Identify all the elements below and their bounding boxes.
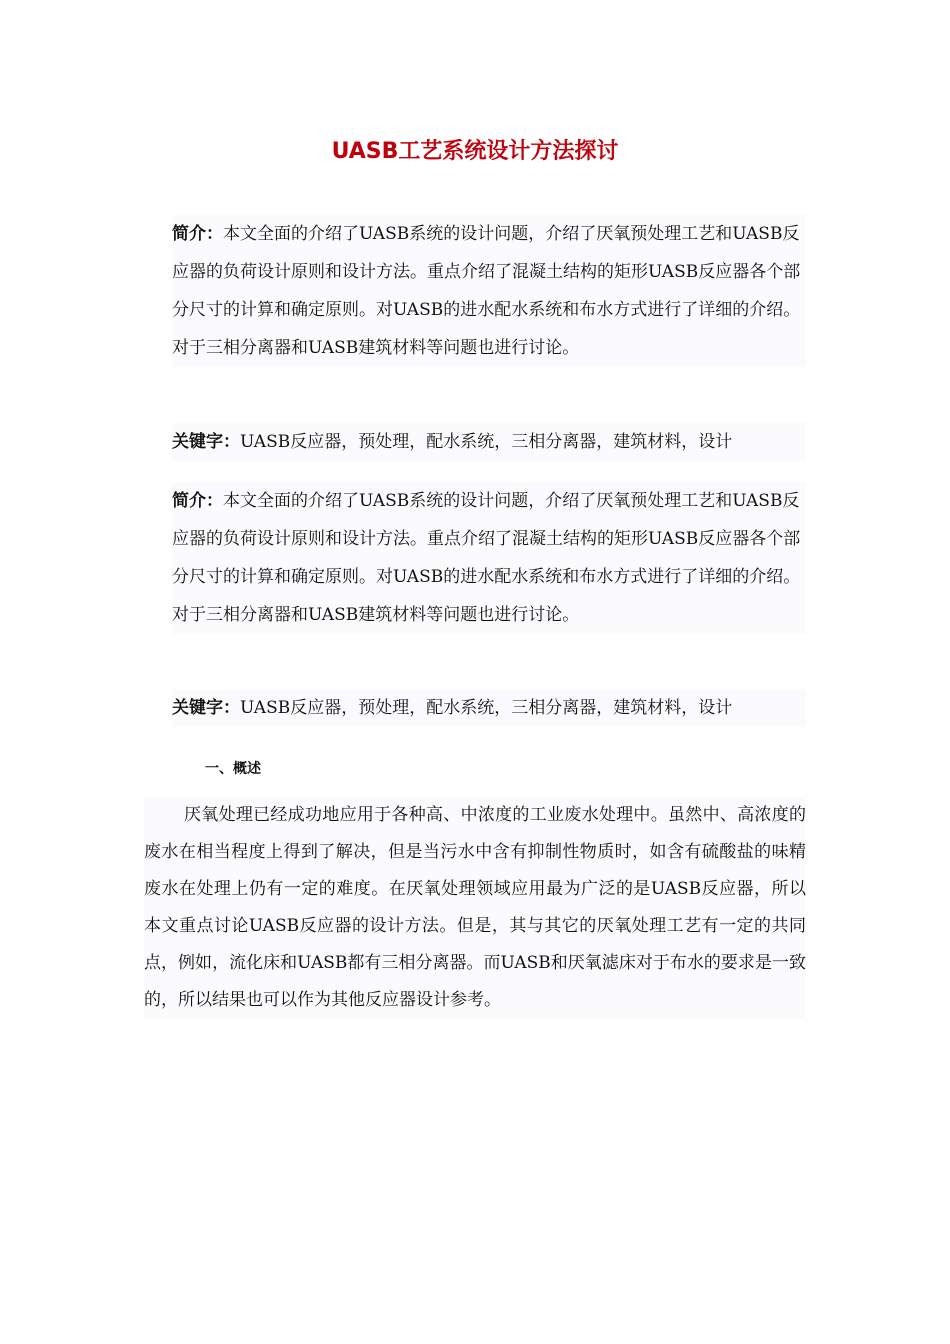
abstract-block-2	[172, 482, 806, 634]
keywords-label-1: 关键字：	[172, 432, 240, 452]
keywords-label-2: 关键字：	[172, 698, 240, 718]
keywords-text-1: UASB反应器，预处理，配水系统，三相分离器，建筑材料，设计	[240, 432, 733, 452]
abstract-text-1: 本文全面的介绍了UASB系统的设计问题，介绍了厌氧预处理工艺和UASB反应器的负荷设计原则和设计方法。重点介绍了混凝土结构的矩形UASB反应器各个部分尺寸的计算和确定原则。对UASB的进水配水系统和布水方式进行了详细的介绍。对于三相分离器和UASB建筑材料等问题也进行讨论。	[172, 224, 801, 358]
abstract-label-2: 简介：	[172, 491, 223, 511]
keywords-text-2: UASB反应器，预处理，配水系统，三相分离器，建筑材料，设计	[240, 698, 733, 718]
overview-paragraph: 厌氧处理已经成功地应用于各种高、中浓度的工业废水处理中。虽然中、高浓度的废水在相当程度上得到了解决，但是当污水中含有抑制性物质时，如含有硫酸盐的味精废水在处理上仍有一定的难度。在厌氧处理领域应用最为广泛的是UASB反应器，所以本文重点讨论UASB反应器的设计方法。但是，其与其它的厌氧处理工艺有一定的共同点，例如，流化床和UASB都有三相分离器。而UASB和厌氧滤床对于布水的要求是一致的，所以结果也可以作为其他反应器设计参考。	[144, 797, 806, 1019]
abstract-block-1	[172, 215, 806, 367]
abstract-label-1: 简介：	[172, 224, 223, 244]
document-title: UASB工艺系统设计方法探讨	[331, 139, 619, 164]
keywords-block-2	[172, 689, 806, 727]
keywords-block-1	[172, 423, 806, 461]
abstract-text-2: 本文全面的介绍了UASB系统的设计问题，介绍了厌氧预处理工艺和UASB反应器的负荷设计原则和设计方法。重点介绍了混凝土结构的矩形UASB反应器各个部分尺寸的计算和确定原则。对UASB的进水配水系统和布水方式进行了详细的介绍。对于三相分离器和UASB建筑材料等问题也进行讨论。	[172, 491, 801, 625]
section-heading-overview: 一、概述	[205, 761, 261, 777]
